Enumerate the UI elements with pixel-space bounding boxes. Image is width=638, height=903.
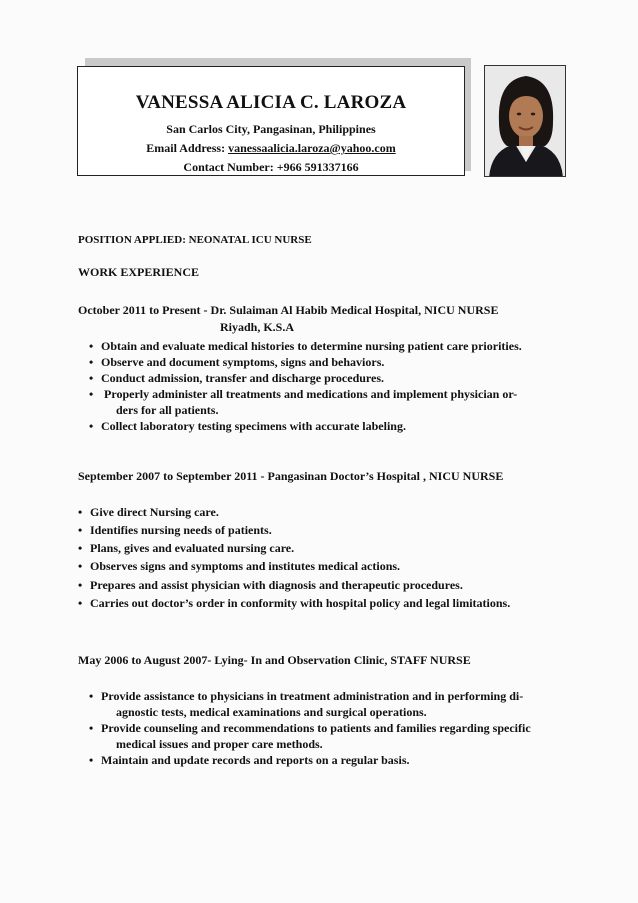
job-1-duty — [89, 355, 384, 370]
bullet-icon: • — [78, 505, 83, 519]
bullet-icon: • — [78, 559, 83, 573]
job-1-duty — [89, 371, 384, 386]
bullet-icon: • — [89, 339, 94, 353]
job-3-duty — [89, 753, 409, 768]
job-1-duty-continued: ders for all patients. — [116, 403, 219, 417]
job-2-duty — [78, 541, 294, 556]
duty-text: Observes signs and symptoms and institutes medical actions. — [90, 559, 401, 573]
bullet-icon: • — [89, 355, 94, 369]
duty-text: Identifies nursing needs of patients. — [90, 523, 272, 537]
applicant-name: VANESSA ALICIA C. LAROZA — [135, 92, 407, 113]
bullet-icon: • — [78, 578, 83, 592]
portrait-illustration — [485, 66, 566, 177]
duty-text: Properly administer all treatments and medications and implement physician or- — [101, 387, 518, 401]
job-2-duty — [78, 596, 510, 611]
job-2-title: September 2007 to September 2011 - Pangasinan Doctor’s Hospital , NICU NURSE — [78, 469, 504, 483]
profile-photo — [484, 65, 566, 177]
email-link[interactable]: vanessaalicia.laroza@yahoo.com — [228, 141, 396, 155]
bullet-icon: • — [78, 523, 83, 537]
bullet-icon: • — [89, 721, 94, 735]
header-box — [77, 66, 465, 176]
work-experience-heading: WORK EXPERIENCE — [78, 265, 200, 279]
duty-text: Give direct Nursing care. — [90, 505, 219, 519]
contact-number: Contact Number: +966 591337166 — [183, 160, 359, 174]
job-1-duty — [89, 387, 517, 402]
duty-text: Provide counseling and recommendations to patients and families regarding specific — [101, 721, 531, 735]
job-2-duty — [78, 523, 272, 538]
duty-text: Provide assistance to physicians in treatment administration and in performing di- — [101, 689, 524, 703]
bullet-icon: • — [78, 596, 83, 610]
job-1-title: October 2011 to Present - Dr. Sulaiman Al Habib Medical Hospital, NICU NURSE — [78, 303, 499, 317]
job-3-duty — [89, 721, 531, 736]
duty-text: Prepares and assist physician with diagnosis and therapeutic procedures. — [90, 578, 463, 592]
job-1-duty — [89, 339, 522, 354]
bullet-icon: • — [89, 753, 94, 767]
job-1-duty — [89, 419, 406, 434]
bullet-icon: • — [89, 387, 94, 401]
duty-text: Plans, gives and evaluated nursing care. — [90, 541, 295, 555]
duty-text: Obtain and evaluate medical histories to determine nursing patient care priorities. — [101, 339, 522, 353]
bullet-icon: • — [89, 689, 94, 703]
bullet-icon: • — [89, 419, 94, 433]
position-applied: POSITION APPLIED: NEONATAL ICU NURSE — [78, 234, 312, 246]
email-line — [78, 140, 464, 157]
address: San Carlos City, Pangasinan, Philippines — [166, 122, 376, 136]
bullet-icon: • — [78, 541, 83, 555]
job-3-duty-continued: medical issues and proper care methods. — [116, 737, 323, 751]
job-3-duty — [89, 689, 523, 704]
job-2-duty — [78, 505, 219, 520]
bullet-icon: • — [89, 371, 94, 385]
job-3-duty-continued: agnostic tests, medical examinations and surgical operations. — [116, 705, 427, 719]
job-2-duty — [78, 578, 463, 593]
job-2-duty — [78, 559, 400, 574]
job-1-location: Riyadh, K.S.A — [220, 320, 295, 334]
duty-text: Maintain and update records and reports on a regular basis. — [101, 753, 410, 767]
duty-text: Observe and document symptoms, signs and behaviors. — [101, 355, 385, 369]
duty-text: Conduct admission, transfer and discharge procedures. — [101, 371, 385, 385]
email-label: Email Address: — [146, 141, 229, 155]
duty-text: Collect laboratory testing specimens with accurate labeling. — [101, 419, 406, 433]
job-3-title: May 2006 to August 2007- Lying- In and Observation Clinic, STAFF NURSE — [78, 653, 471, 667]
duty-text: Carries out doctor’s order in conformity with hospital policy and legal limitations. — [90, 596, 511, 610]
